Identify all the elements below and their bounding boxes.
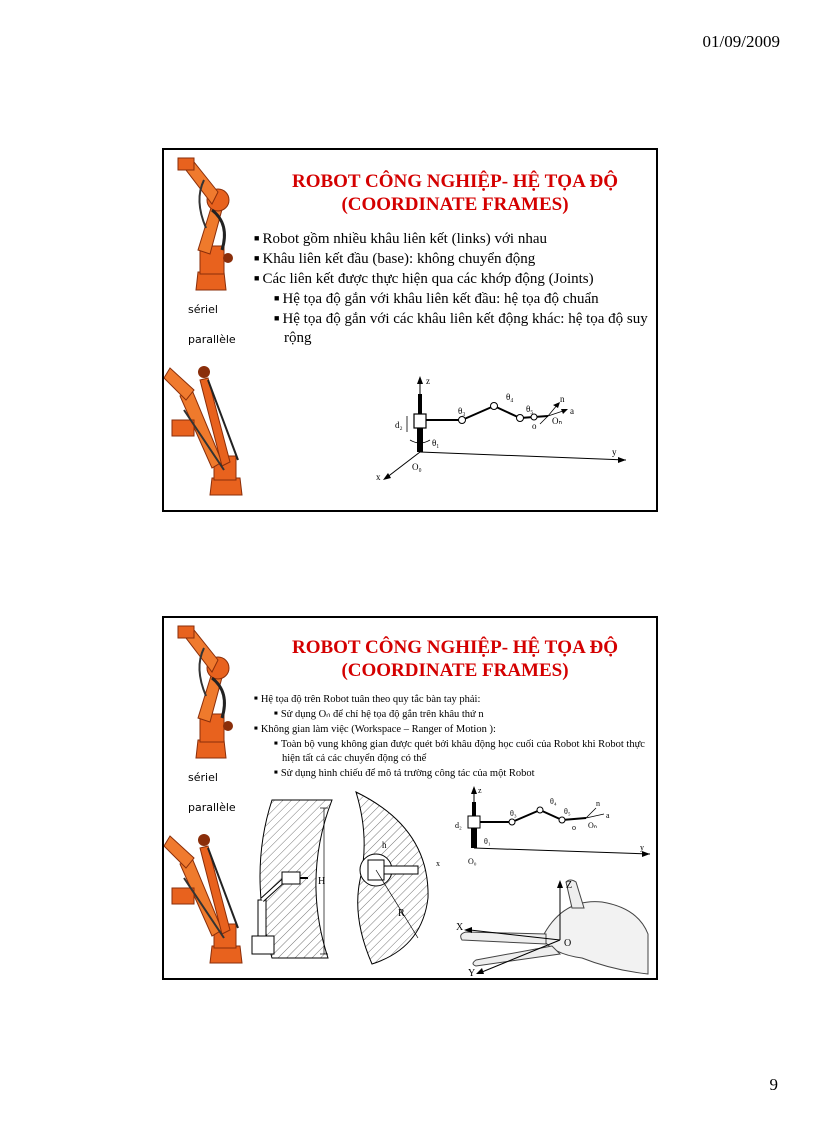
theta4-label: θ₄ <box>506 392 514 402</box>
theta4-label: θ₄ <box>550 797 557 806</box>
theta1-label: θ₁ <box>432 438 440 448</box>
o-vector-label: o <box>572 823 576 832</box>
workspace-h-label: h <box>382 840 387 850</box>
hand-z-label: Z <box>566 880 573 891</box>
hand-x-label: X <box>456 922 464 933</box>
d2-label: d₂ <box>395 420 403 430</box>
slide-title-line1: ROBOT CÔNG NGHIỆP- HỆ TỌA ĐỘ <box>291 637 619 658</box>
coordinate-frames-diagram-small <box>436 784 656 874</box>
n-vector-label: n <box>560 394 565 404</box>
theta5-label: θ₅ <box>526 404 534 414</box>
hand-origin-label: O <box>564 938 572 949</box>
slide-2 <box>162 616 658 980</box>
d2-label: d₂ <box>455 821 462 830</box>
axis-x-label: x <box>376 472 381 482</box>
robot-photo-column <box>164 618 246 978</box>
a-vector-label: a <box>570 406 574 416</box>
slide-title-line1: ROBOT CÔNG NGHIỆP- HỆ TỌA ĐỘ <box>291 171 619 192</box>
slide-title-line2: (COORDINATE FRAMES) <box>341 660 569 681</box>
workspace-R-label: R <box>398 908 405 919</box>
workspace-diagram <box>244 788 434 968</box>
coordinate-frames-diagram <box>374 372 644 497</box>
bullet-list <box>254 229 650 348</box>
axis-y-label: y <box>612 447 617 457</box>
slide-title-line2: (COORDINATE FRAMES) <box>341 194 569 215</box>
axis-z-label: z <box>478 786 482 795</box>
right-hand-rule-diagram <box>442 878 652 978</box>
bullet-item: ■ Các liên kết được thực hiện qua các khớp động (Joints) <box>254 271 594 287</box>
robot-photo-column <box>164 150 246 510</box>
axis-z-label: z <box>426 376 430 386</box>
theta3-label: θ₃ <box>510 809 517 818</box>
workspace-H-label: H <box>318 876 326 887</box>
bullet-item: ■ Khâu liên kết đầu (base): không chuyển động <box>254 251 536 267</box>
parallel-label: parallèle <box>188 801 236 814</box>
parallel-robot-image <box>164 818 246 968</box>
theta1-label: θ₁ <box>484 837 491 846</box>
bullet-list <box>254 692 650 781</box>
sub-bullet-item: ■ Hệ tọa độ gắn với các khâu liên kết động khác: hệ tọa độ suy rộng <box>274 311 648 346</box>
axis-y-label: y <box>640 843 644 852</box>
n-vector-label: n <box>596 799 600 808</box>
parallel-robot-image <box>164 350 246 500</box>
parallel-label: parallèle <box>188 333 236 346</box>
serial-robot-image <box>164 618 246 768</box>
o-vector-label: o <box>532 421 537 431</box>
serial-label: sériel <box>188 303 218 316</box>
origin-o0-label: O₀ <box>468 857 477 866</box>
origin-o0-label: O₀ <box>412 462 422 472</box>
bullet-item: ■ Không gian làm việc (Workspace – Ranger of Motion ): <box>254 724 496 735</box>
bullet-item: ■ Hệ tọa độ trên Robot tuân theo quy tắc bàn tay phải: <box>254 694 481 705</box>
sub-bullet-item: ■ Sử dụng Oₙ để chỉ hệ tọa độ gắn trên khâu thứ n <box>274 709 484 720</box>
page-number: 9 <box>769 1075 778 1094</box>
sub-bullet-item: ■ Hệ tọa độ gắn với khâu liên kết đầu: hệ tọa độ chuẩn <box>274 291 599 307</box>
sub-bullet-item: ■ Sử dụng hình chiếu để mô tả trường công tác của một Robot <box>274 768 535 779</box>
on-frame-label: Oₙ <box>588 821 597 830</box>
slide-1 <box>162 148 658 512</box>
serial-robot-image <box>164 150 246 300</box>
theta3-label: θ₃ <box>458 406 466 416</box>
on-frame-label: Oₙ <box>552 416 563 426</box>
axis-x-label: x <box>436 859 440 868</box>
bullet-item: ■ Robot gồm nhiều khâu liên kết (links) với nhau <box>254 231 547 247</box>
hand-y-label: Y <box>468 968 476 978</box>
theta5-label: θ₅ <box>564 807 571 816</box>
serial-label: sériel <box>188 771 218 784</box>
page-date: 01/09/2009 <box>702 32 780 51</box>
sub-bullet-item: ■ Toàn bộ vung không gian được quét bởi khâu động học cuối của Robot khi Robot thực hiện tất cả các chuyển động có thể <box>274 739 645 764</box>
a-vector-label: a <box>606 811 610 820</box>
